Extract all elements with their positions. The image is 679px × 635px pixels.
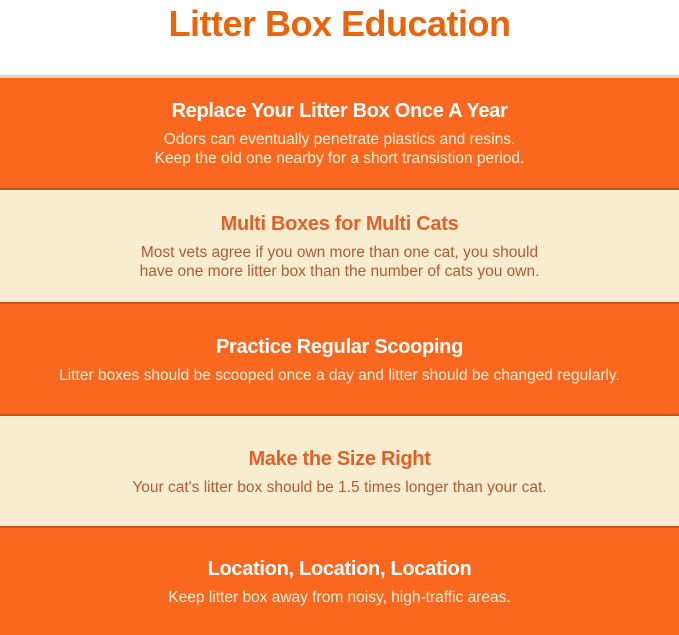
- section-body: [155, 130, 525, 168]
- section-regular-scooping: [0, 302, 679, 416]
- body-line: Odors can eventually penetrate plastics and resins.: [163, 131, 516, 148]
- section-multi-boxes: [0, 190, 679, 302]
- section-replace-litter-box: [0, 75, 679, 190]
- section-body: [140, 243, 540, 281]
- body-line: Keep litter box away from noisy, high-traffic areas.: [168, 589, 511, 606]
- body-line: Keep the old one nearby for a short transistion period.: [154, 150, 525, 167]
- section-body: [168, 588, 510, 607]
- body-line: Most vets agree if you own more than one cat, you should: [140, 244, 539, 261]
- section-heading: Multi Boxes for Multi Cats: [220, 213, 459, 235]
- section-heading: Location, Location, Location: [207, 558, 472, 580]
- section-heading: Make the Size Right: [248, 447, 431, 470]
- section-location: [0, 526, 679, 635]
- section-heading: Practice Regular Scooping: [215, 335, 463, 358]
- body-line: have one more litter box than the number of cats you own.: [139, 263, 540, 280]
- page-title: Litter Box Education: [168, 3, 511, 44]
- section-body: [132, 478, 546, 497]
- section-heading: Replace Your Litter Box Once A Year: [171, 100, 508, 122]
- section-body: [59, 366, 620, 385]
- body-line: Your cat's litter box should be 1.5 times longer than your cat.: [132, 478, 547, 496]
- section-size-right: [0, 416, 679, 526]
- header: [0, 0, 679, 75]
- body-line: Litter boxes should be scooped once a day and litter should be changed regularly.: [59, 366, 620, 384]
